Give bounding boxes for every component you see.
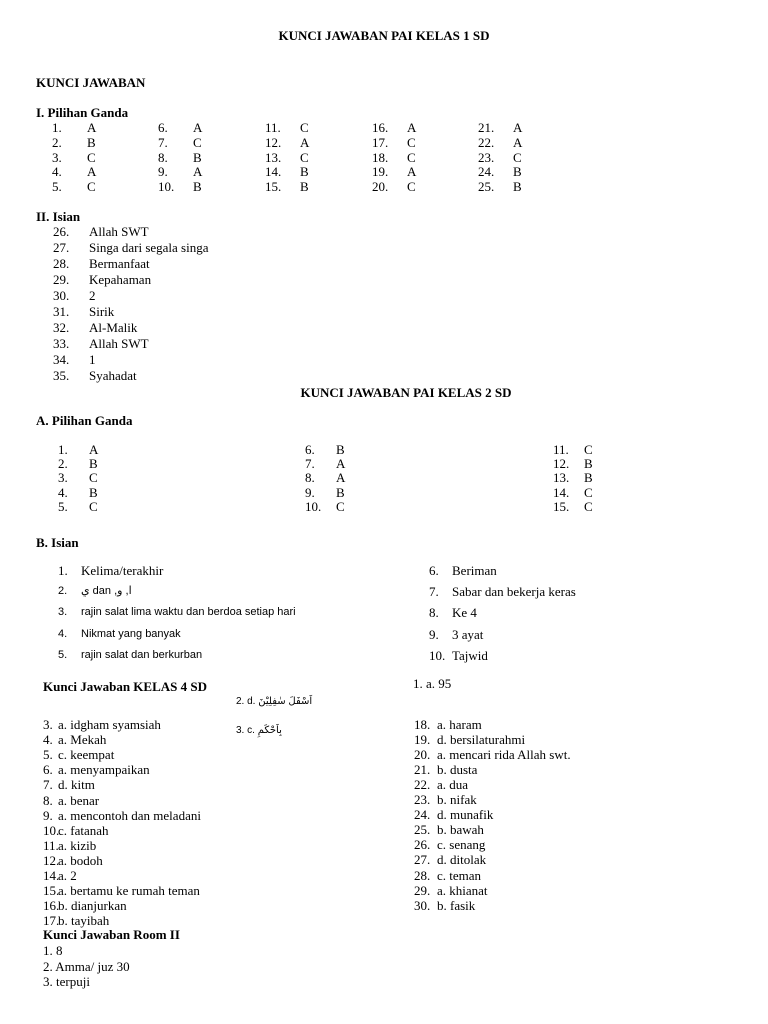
- item-answer: b. fasik: [437, 897, 476, 913]
- item-answer: B: [89, 456, 98, 472]
- item-number: 26.: [53, 224, 70, 239]
- item-number: 6.: [305, 442, 315, 457]
- item-number: 24.: [414, 807, 431, 823]
- item-number: 22.: [414, 777, 431, 793]
- item-number: 7.: [305, 456, 315, 472]
- item-answer: rajin salat dan berkurban: [81, 648, 203, 661]
- item-answer: A: [407, 164, 417, 180]
- item-number: 9.: [158, 164, 168, 180]
- item-number: 7.: [429, 584, 439, 600]
- item-number: 15.: [43, 883, 60, 899]
- item-number: 10.: [43, 822, 60, 838]
- item-number: 25.: [478, 179, 495, 195]
- item-answer: A: [87, 120, 97, 135]
- item-number: 19.: [372, 164, 389, 180]
- item-answer: B: [193, 179, 202, 195]
- item-number: 4.: [58, 484, 68, 500]
- item-answer: d. bersilaturahmi: [437, 732, 526, 748]
- item-number: 25.: [414, 822, 431, 838]
- item-answer: Sabar dan bekerja keras: [452, 584, 576, 600]
- item-number: 12.: [553, 456, 570, 472]
- item-number: 30.: [53, 288, 70, 303]
- item-answer: rajin salat lima waktu dan berdoa setiap hari: [81, 606, 296, 619]
- item-answer: B: [89, 484, 98, 500]
- item-answer: B: [336, 484, 345, 500]
- item-answer: 2: [89, 288, 96, 303]
- item-answer: b. bawah: [437, 822, 484, 838]
- item-answer: C: [584, 498, 593, 514]
- item-number: 28.: [53, 256, 70, 271]
- room2-row: 2. Amma/ juz 30: [43, 958, 130, 974]
- item-number: 14.: [553, 484, 570, 500]
- room2-row: 3. terpuji: [43, 974, 90, 989]
- item-number: 12.: [265, 134, 282, 150]
- item-number: 27.: [414, 852, 431, 868]
- item-answer: d. kitm: [58, 777, 95, 793]
- item-number: 3.: [43, 717, 53, 732]
- item-answer: b. nifak: [437, 792, 477, 808]
- item-number: 6.: [429, 563, 439, 578]
- item-answer: A: [336, 456, 346, 472]
- item-number: 4.: [43, 732, 53, 748]
- k2-pilihan-ganda-heading: A. Pilihan Ganda: [36, 413, 133, 428]
- item-answer: 3 ayat: [452, 626, 484, 642]
- item-number: 23.: [414, 792, 431, 808]
- heading-kunci-jawaban: KUNCI JAWABAN: [36, 75, 146, 90]
- item-number: 23.: [478, 149, 495, 165]
- item-number: 8.: [429, 605, 439, 621]
- item-number: 22.: [478, 134, 495, 150]
- item-number: 1.: [58, 563, 68, 578]
- item-answer: A: [193, 120, 203, 135]
- item-number: 8.: [305, 470, 315, 486]
- k1-pilihan-ganda-heading: I. Pilihan Ganda: [36, 105, 129, 120]
- item-answer: Allah SWT: [89, 336, 149, 351]
- item-answer: a. bodoh: [58, 852, 103, 868]
- item-answer: C: [584, 484, 593, 500]
- item-number: 2.: [52, 134, 62, 150]
- item-answer: a. dua: [437, 777, 469, 793]
- item-number: 3.: [58, 606, 68, 619]
- item-answer: c. senang: [437, 837, 486, 853]
- title-kelas-4: Kunci Jawaban KELAS 4 SD: [43, 679, 207, 694]
- item-number: 4.: [52, 164, 62, 180]
- item-number: 6.: [43, 762, 53, 778]
- item-answer: d. munafik: [437, 807, 494, 823]
- item-answer: c. fatanah: [58, 822, 109, 838]
- item-number: 16.: [372, 120, 389, 135]
- item-number: 20.: [414, 747, 431, 763]
- item-answer: a. haram: [437, 717, 482, 732]
- item-number: 13.: [265, 149, 282, 165]
- title-kelas-1: KUNCI JAWABAN PAI KELAS 1 SD: [278, 28, 490, 43]
- item-number: 8.: [158, 149, 168, 165]
- item-answer: Kelima/terakhir: [81, 563, 164, 578]
- item-number: 8.: [43, 792, 53, 808]
- item-answer: a. menyampaikan: [58, 762, 150, 778]
- k1-isian-heading: II. Isian: [36, 209, 81, 224]
- item-number: 35.: [53, 368, 70, 383]
- item-number: 5.: [52, 179, 62, 195]
- item-number: 19.: [414, 732, 431, 748]
- item-answer: a. bertamu ke rumah teman: [58, 883, 200, 899]
- item-answer: B: [336, 442, 345, 457]
- item-number: 32.: [53, 320, 70, 335]
- item-answer: Kepahaman: [89, 272, 152, 287]
- item-number: 9.: [305, 484, 315, 500]
- item-answer: Syahadat: [89, 368, 137, 383]
- item-answer: C: [407, 134, 416, 150]
- item-answer: a. mencari rida Allah swt.: [437, 747, 571, 763]
- item-answer: a. benar: [58, 792, 100, 808]
- item-number: 4.: [58, 627, 68, 640]
- room2-row: 1. 8: [43, 943, 63, 958]
- item-number: 28.: [414, 867, 431, 883]
- item-number: 34.: [53, 352, 70, 367]
- item-answer: Nikmat yang banyak: [81, 627, 181, 640]
- item-answer: A: [193, 164, 203, 180]
- item-answer: C: [407, 149, 416, 165]
- item-number: 3.: [58, 470, 68, 486]
- item-answer: A: [513, 120, 523, 135]
- item-answer: C: [87, 149, 96, 165]
- item-answer: Tajwid: [452, 647, 488, 663]
- item-number: 6.: [158, 120, 168, 135]
- item-number: 5.: [58, 498, 68, 514]
- item-number: 3.: [52, 149, 62, 165]
- item-answer: Al-Malik: [89, 320, 138, 335]
- item-number: 29.: [53, 272, 70, 287]
- item-answer: a. khianat: [437, 882, 488, 898]
- item-number: 12.: [43, 852, 60, 868]
- item-number: 1.: [52, 120, 62, 135]
- item-number: 9.: [43, 807, 53, 823]
- item-number: 1.: [58, 442, 68, 457]
- item-number: 2.: [58, 585, 68, 598]
- item-answer: b. dusta: [437, 762, 478, 778]
- arabic-answer-3: 3. c. بِاَحْكَمِ: [236, 725, 282, 736]
- item-number: 14.: [265, 164, 282, 180]
- item-number: 13.: [553, 470, 570, 486]
- item-answer: C: [513, 149, 522, 165]
- item-answer: Beriman: [452, 563, 497, 578]
- item-answer: c. teman: [437, 867, 482, 883]
- item-answer: Singa dari segala singa: [89, 240, 209, 255]
- item-answer: d. ditolak: [437, 852, 487, 868]
- item-answer: 1: [89, 352, 96, 367]
- item-answer: C: [584, 442, 593, 457]
- item-number: 30.: [414, 897, 431, 913]
- arabic-answer-2: 2. d. اَسْفَلَ سٰفِلِيْنَ: [236, 696, 313, 707]
- item-answer: B: [300, 164, 309, 180]
- item-answer: B: [513, 164, 522, 180]
- item-answer: b. dianjurkan: [58, 898, 127, 914]
- item-answer: B: [584, 470, 593, 486]
- item-number: 2.: [58, 456, 68, 472]
- item-answer: A: [336, 470, 346, 486]
- item-answer: B: [584, 456, 593, 472]
- item-number: 21.: [478, 120, 495, 135]
- item-number: 10.: [158, 179, 175, 195]
- item-answer: Allah SWT: [89, 224, 149, 239]
- item-answer: Sirik: [89, 304, 115, 319]
- item-number: 33.: [53, 336, 70, 351]
- item-answer: Bermanfaat: [89, 256, 150, 271]
- item-number: 26.: [414, 837, 431, 853]
- item-number: 29.: [414, 882, 431, 898]
- k2-isian-heading: B. Isian: [36, 535, 79, 550]
- room2-heading: Kunci Jawaban Room II: [43, 927, 180, 942]
- item-number: 9.: [429, 626, 439, 642]
- item-answer: a. Mekah: [58, 732, 107, 748]
- item-number: 18.: [414, 717, 431, 732]
- item-number: 16.: [43, 898, 60, 914]
- item-number: 7.: [43, 777, 53, 793]
- item-number: 5.: [58, 648, 68, 661]
- item-number: 27.: [53, 240, 70, 255]
- item-answer: A: [407, 120, 417, 135]
- item-answer: B: [87, 134, 96, 150]
- item-answer: a. idgham syamsiah: [58, 717, 161, 732]
- item-number: 10.: [429, 647, 446, 663]
- item-answer: B: [193, 149, 202, 165]
- item-answer: a. kizib: [58, 837, 97, 853]
- item-number: 11.: [265, 120, 281, 135]
- item-number: 24.: [478, 164, 495, 180]
- item-answer: Ke 4: [452, 605, 477, 621]
- item-number: 17.: [372, 134, 389, 150]
- item-answer: C: [193, 134, 202, 150]
- item-number: 10.: [305, 498, 322, 514]
- item-number: 17.: [43, 913, 60, 929]
- item-answer: C: [89, 498, 98, 514]
- k4-right-first: 1. a. 95: [413, 676, 452, 691]
- item-answer: C: [87, 179, 96, 195]
- item-answer: C: [300, 149, 309, 165]
- item-number: 21.: [414, 762, 431, 778]
- item-number: 11.: [43, 837, 59, 853]
- item-answer: C: [300, 120, 309, 135]
- item-answer: C: [336, 498, 345, 514]
- item-number: 20.: [372, 179, 389, 195]
- item-answer: a. mencontoh dan meladani: [58, 807, 201, 823]
- item-answer: C: [89, 470, 98, 486]
- item-number: 15.: [553, 498, 570, 514]
- item-number: 31.: [53, 304, 70, 319]
- item-answer: ي dan ,ا, و: [81, 585, 132, 598]
- item-answer: A: [513, 134, 523, 150]
- item-number: 15.: [265, 179, 282, 195]
- item-answer: C: [407, 179, 416, 195]
- item-number: 14.: [43, 868, 60, 883]
- item-answer: B: [300, 179, 309, 195]
- title-kelas-2: KUNCI JAWABAN PAI KELAS 2 SD: [300, 385, 512, 400]
- item-number: 5.: [43, 747, 53, 763]
- item-answer: a. 2: [58, 868, 77, 883]
- item-answer: B: [513, 179, 522, 195]
- item-answer: A: [87, 164, 97, 180]
- item-answer: c. keempat: [58, 747, 115, 763]
- item-answer: A: [300, 134, 310, 150]
- item-answer: A: [89, 442, 99, 457]
- item-number: 7.: [158, 134, 168, 150]
- item-number: 11.: [553, 442, 569, 457]
- item-number: 18.: [372, 149, 389, 165]
- item-answer: b. tayibah: [58, 913, 110, 929]
